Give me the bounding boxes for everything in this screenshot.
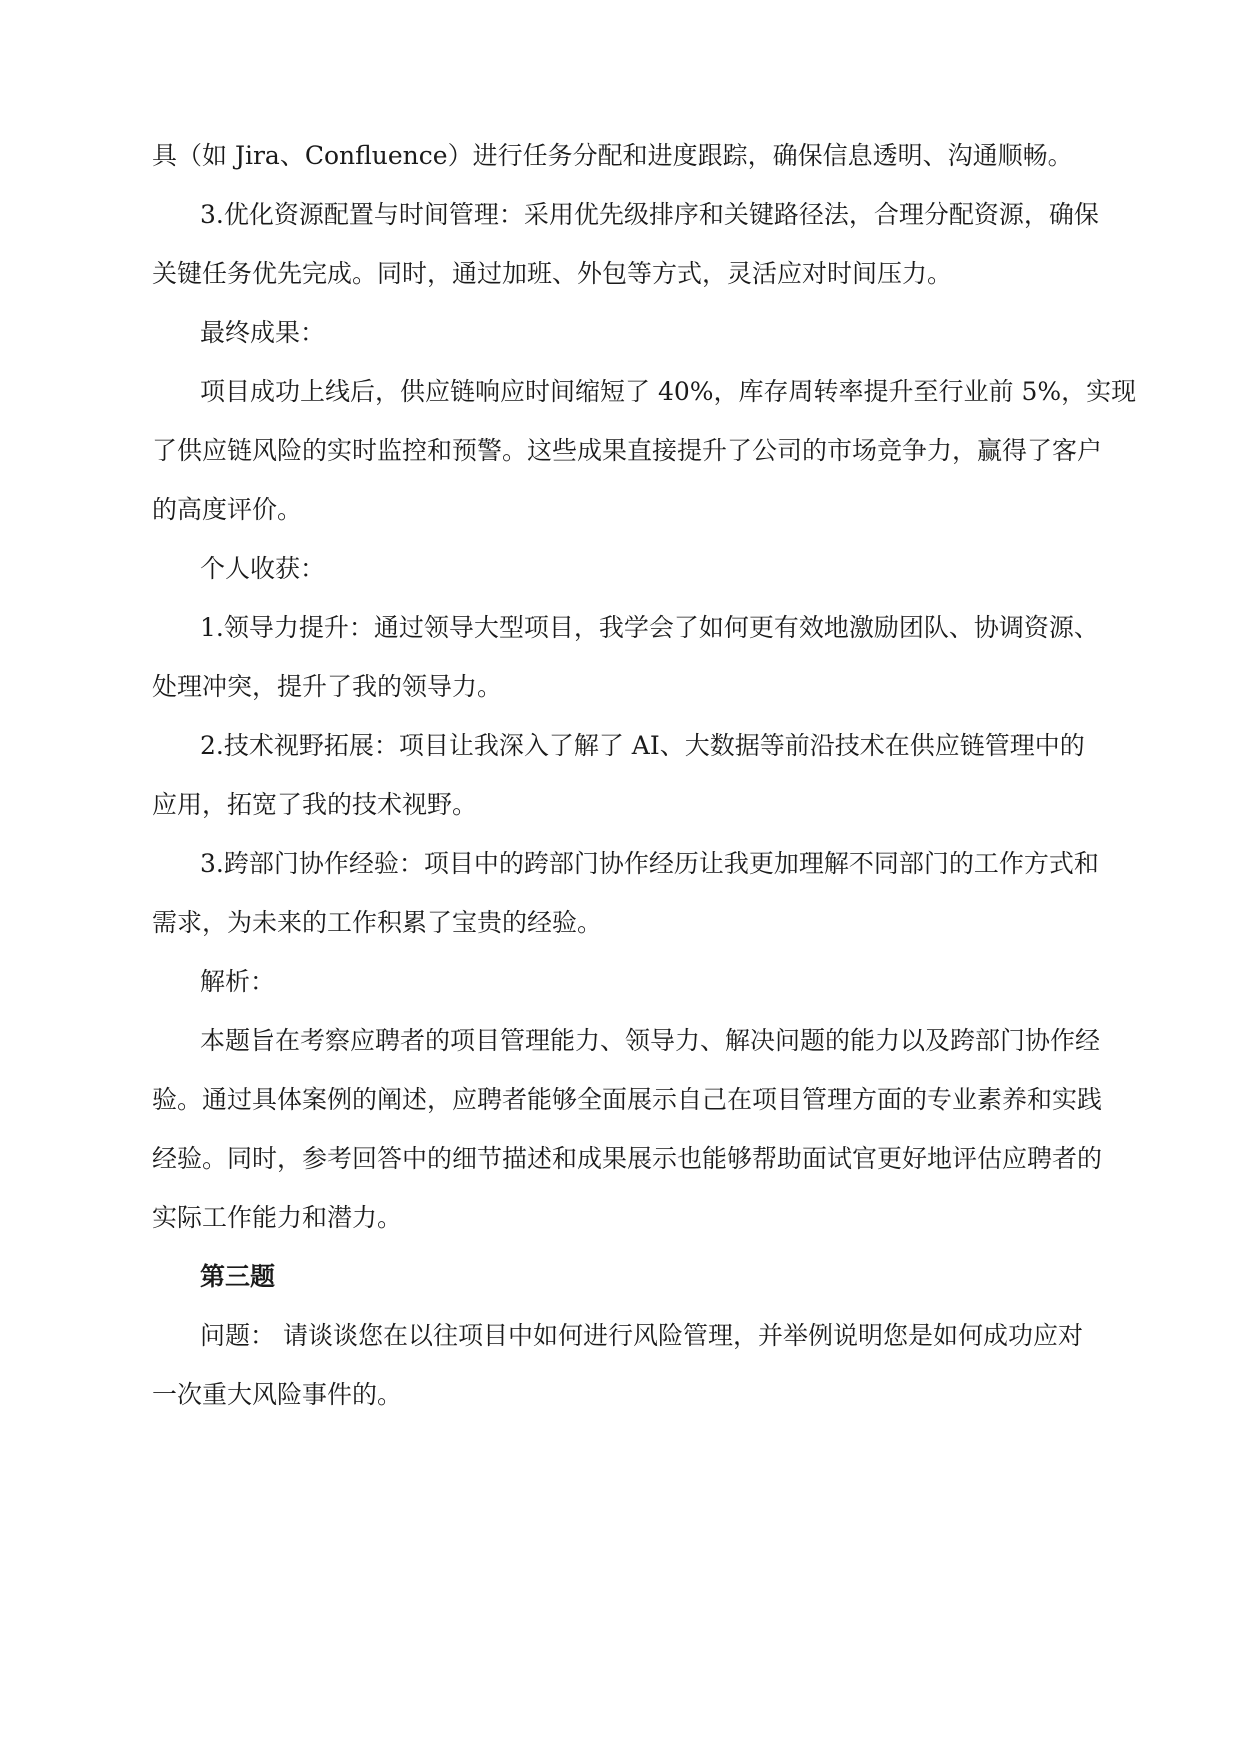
text-line: 1.领导力提升：通过领导大型项目，我学会了如何更有效地激励团队、协调资源、 (200, 613, 1099, 642)
text-line: 最终成果： (200, 318, 326, 347)
text-line: 2.技术视野拓展：项目让我深入了解了 AI、大数据等前沿技术在供应链管理中的 (200, 731, 1085, 760)
text-line: 了供应链风险的实时监控和预警。这些成果直接提升了公司的市场竞争力，赢得了客户 (152, 436, 1103, 465)
text-line: 关键任务优先完成。同时，通过加班、外包等方式，灵活应对时间压力。 (152, 259, 953, 288)
text-line: 解析： (200, 967, 276, 996)
text-line: 个人收获： (200, 554, 326, 583)
text-line: 一次重大风险事件的。 (152, 1380, 403, 1409)
text-line: 经验。同时，参考回答中的细节描述和成果展示也能够帮助面试官更好地评估应聘者的 (152, 1144, 1103, 1173)
text-line: 处理冲突，提升了我的领导力。 (152, 672, 503, 701)
text-line: 3.跨部门协作经验：项目中的跨部门协作经历让我更加理解不同部门的工作方式和 (200, 849, 1099, 878)
text-line: 问题： 请谈谈您在以往项目中如何进行风险管理，并举例说明您是如何成功应对 (200, 1321, 1083, 1350)
text-line: 实际工作能力和潜力。 (152, 1203, 403, 1232)
text-line: 验。通过具体案例的阐述，应聘者能够全面展示自己在项目管理方面的专业素养和实践 (152, 1085, 1103, 1114)
section-heading: 第三题 (200, 1262, 276, 1291)
text-line: 的高度评价。 (152, 495, 303, 524)
text-line: 项目成功上线后，供应链响应时间缩短了 40%，库存周转率提升至行业前 5%，实现 (200, 377, 1137, 406)
text-line: 3.优化资源配置与时间管理：采用优先级排序和关键路径法，合理分配资源，确保 (200, 200, 1099, 229)
text-line: 应用，拓宽了我的技术视野。 (152, 790, 478, 819)
text-line: 需求，为未来的工作积累了宝贵的经验。 (152, 908, 603, 937)
text-line: 具（如 Jira、Confluence）进行任务分配和进度跟踪，确保信息透明、沟通顺畅。 (152, 141, 1073, 170)
text-line: 本题旨在考察应聘者的项目管理能力、领导力、解决问题的能力以及跨部门协作经 (200, 1026, 1101, 1055)
